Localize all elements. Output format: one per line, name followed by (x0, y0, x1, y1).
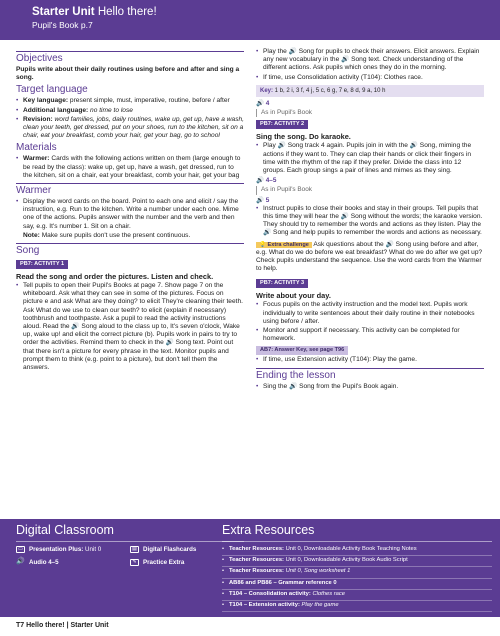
activity-badge: PB7: ACTIVITY 1 (16, 260, 68, 269)
audio-track-label: 🔊 5 (256, 196, 270, 204)
unit-title: Starter Unit Hello there! (32, 6, 157, 18)
digital-item: ▭ Presentation Plus: Unit 0 (16, 546, 130, 553)
list-item: • Instruct pupils to close their books and stay in their groups. Tell pupils that this time they will hear the 🔊 Song without the words; the karaoke version. They should try to remember the words and actions as they listen. Play the 🔊 Song and help pupils to remember the words and actions as necessary. (256, 205, 484, 238)
audio-track-label: 🔊 4 (256, 100, 270, 108)
activity-badge: PB7: ACTIVITY 3 (256, 279, 308, 288)
page-header (0, 0, 500, 40)
extension-list (256, 356, 484, 364)
song-heading: Song (16, 243, 244, 257)
digital-classroom-heading: Digital Classroom (16, 519, 244, 542)
digital-item: ✎ Practice Extra (130, 559, 244, 566)
list-item: • Teacher Resources: Unit 0, Downloadable Activity Book Teaching Notes (222, 545, 492, 556)
list-item: • Warmer: Cards with the following actions written on them (large enough to be read by the class): wake up, get up, have a wash, get dressed, run to the kitchen, sit on a chair, eat your breakfast, comb your hair, get your bag (16, 155, 244, 180)
karaoke-list (256, 142, 484, 175)
song-list (16, 282, 244, 372)
list-item: • Tell pupils to open their Pupil's Books at page 7. Show page 7 on the whiteboard. Ask what they can see in some of the pictures. Focus on picture e and ask What are they doing? to elicit They're cleaning their teeth. Ask What do we use to clean our teeth? to elicit (explain if necessary) toothbrush and toothpaste. Ask a pupil to read the activity instructions aloud. Read the 🔊 Song aloud to the class up to, It's seven o'clock, Wake up, wake up! and elicit the correct picture (b). Pupils work in pairs to try to order the activities. Remind them to check in the 🔊 Song text. Point out that there isn't a picture for every phrase in the text. Monitor pupils and prompt them to think (e.g. point to a picture), but don't tell them the answers. (16, 282, 244, 372)
right-column (256, 48, 484, 392)
list-item: • If time, use Extension activity (T104): Play the game. (256, 356, 484, 364)
list-item: • If time, use Consolidation activity (T104): Clothes race. (256, 74, 484, 82)
warmer-heading: Warmer (16, 183, 244, 197)
pupils-book-note: As in Pupil's Book (256, 186, 484, 194)
screen-icon: ▭ (16, 546, 25, 553)
pupils-book-note: As in Pupil's Book (256, 109, 484, 117)
pupils-book-ref: Pupil's Book p.7 (32, 20, 93, 30)
extra-resources (222, 519, 492, 612)
materials-list (16, 155, 244, 180)
audio-track-label: 🔊 4–5 (256, 177, 277, 185)
extra-challenge-label: 💡 Extra challenge (256, 242, 312, 248)
speaker-icon: 🔊 (16, 558, 25, 565)
list-item: • T104 – Consolidation activity: Clothes race (222, 590, 492, 601)
flashcard-icon: ▤ (130, 546, 139, 553)
extra-resources-heading: Extra Resources (222, 519, 492, 542)
ending-list (256, 383, 484, 391)
digital-items (16, 546, 244, 566)
target-language-heading: Target language (16, 84, 88, 96)
list-item: • Key language: present simple, must, imperative, routine, before / after (16, 97, 244, 105)
song-check-list (256, 48, 484, 82)
activity-badge: PB7: ACTIVITY 2 (256, 120, 308, 129)
digital-item: ▤ Digital Flashcards (130, 546, 244, 553)
karaoke-instructions-list (256, 205, 484, 238)
digital-item: 🔊 Audio 4–5 (16, 558, 59, 566)
page-footer: T7 Hello there! | Starter Unit (16, 622, 109, 629)
list-item: • Monitor and support if necessary. This activity can be completed for homework. (256, 327, 484, 343)
activity-title: Sing the song. Do karaoke. (256, 132, 351, 142)
list-item: • AB86 and PB86 – Grammar reference 0 (222, 579, 492, 590)
list-item: • Teacher Resources: Unit 0, Song worksheet 1 (222, 567, 492, 578)
warmer-list (16, 198, 244, 231)
materials-heading: Materials (16, 142, 57, 154)
list-item: • Revision: word families, jobs, daily routines, wake up, get up, have a wash, clean your teeth, get dressed, put on your shoes, run to the kitchen, sit on a chair, eat your breakfast, comb your hair, get your bag, go to school (16, 116, 244, 141)
objectives-text: Pupils write about their daily routines using before and after and sing a song. (16, 66, 240, 82)
left-column (16, 48, 244, 373)
list-item: • T104 – Extension activity: Play the game (222, 601, 492, 612)
list-item: • Teacher Resources: Unit 0, Downloadable Activity Book Audio Script (222, 556, 492, 567)
list-item: • Additional language: no time to lose (16, 107, 244, 115)
target-language-list (16, 97, 244, 140)
list-item: • Focus pupils on the activity instruction and the model text. Pupils work individually to write sentences about their daily routine in their notebooks using before / after. (256, 301, 484, 326)
list-item: • Play the 🔊 Song for pupils to check their answers. Elicit answers. Explain any new vocabulary in the 🔊 Song text. Check understanding of the different actions. Ask pupils which ones they do in the morning. (256, 48, 484, 73)
write-list (256, 301, 484, 343)
list-item: • Display the word cards on the board. Point to each one and elicit / say the instruction, e.g. Run to the kitchen. Write a number under each one. Mime one of the actions. Pupils answer with the number and the verb and then say, e.g. It's number 1. Sit on a chair. (16, 198, 244, 231)
answer-key: Key: 1 b, 2 i, 3 f, 4 j, 5 c, 6 g, 7 e, 8 d, 9 a, 10 h (256, 85, 484, 97)
answer-key-badge: AB7: Answer Key, see page T96 (256, 346, 348, 355)
objectives-heading: Objectives (16, 51, 244, 65)
list-item: • Play 🔊 Song track 4 again. Pupils join in with the 🔊 Song, miming the actions if they want to. They can clap their hands or click their fingers in time with the rhythm of the rap if they prefer. Divide the class into 12 groups. Each group sings a pair of lines and mimes as they sing. (256, 142, 484, 175)
activity-title: Write about your day. (256, 291, 331, 301)
practice-icon: ✎ (130, 559, 139, 566)
activity-title: Read the song and order the pictures. Listen and check. (16, 272, 214, 282)
warmer-note: Note: Make sure pupils don't use the present continuous. (23, 231, 191, 239)
resources-panel (0, 519, 500, 617)
extra-resources-list (222, 545, 492, 612)
list-item: • Sing the 🔊 Song from the Pupil's Book again. (256, 383, 484, 391)
ending-heading: Ending the lesson (256, 368, 484, 382)
digital-classroom (16, 519, 244, 566)
extra-challenge: 💡 Extra challenge Ask questions about the 🔊 Song using before and after, e.g. What do we do before we eat breakfast? What do we do after we get up? Check pupils understand the sequence. Use the word cards from the Warmer to help. (256, 240, 483, 273)
